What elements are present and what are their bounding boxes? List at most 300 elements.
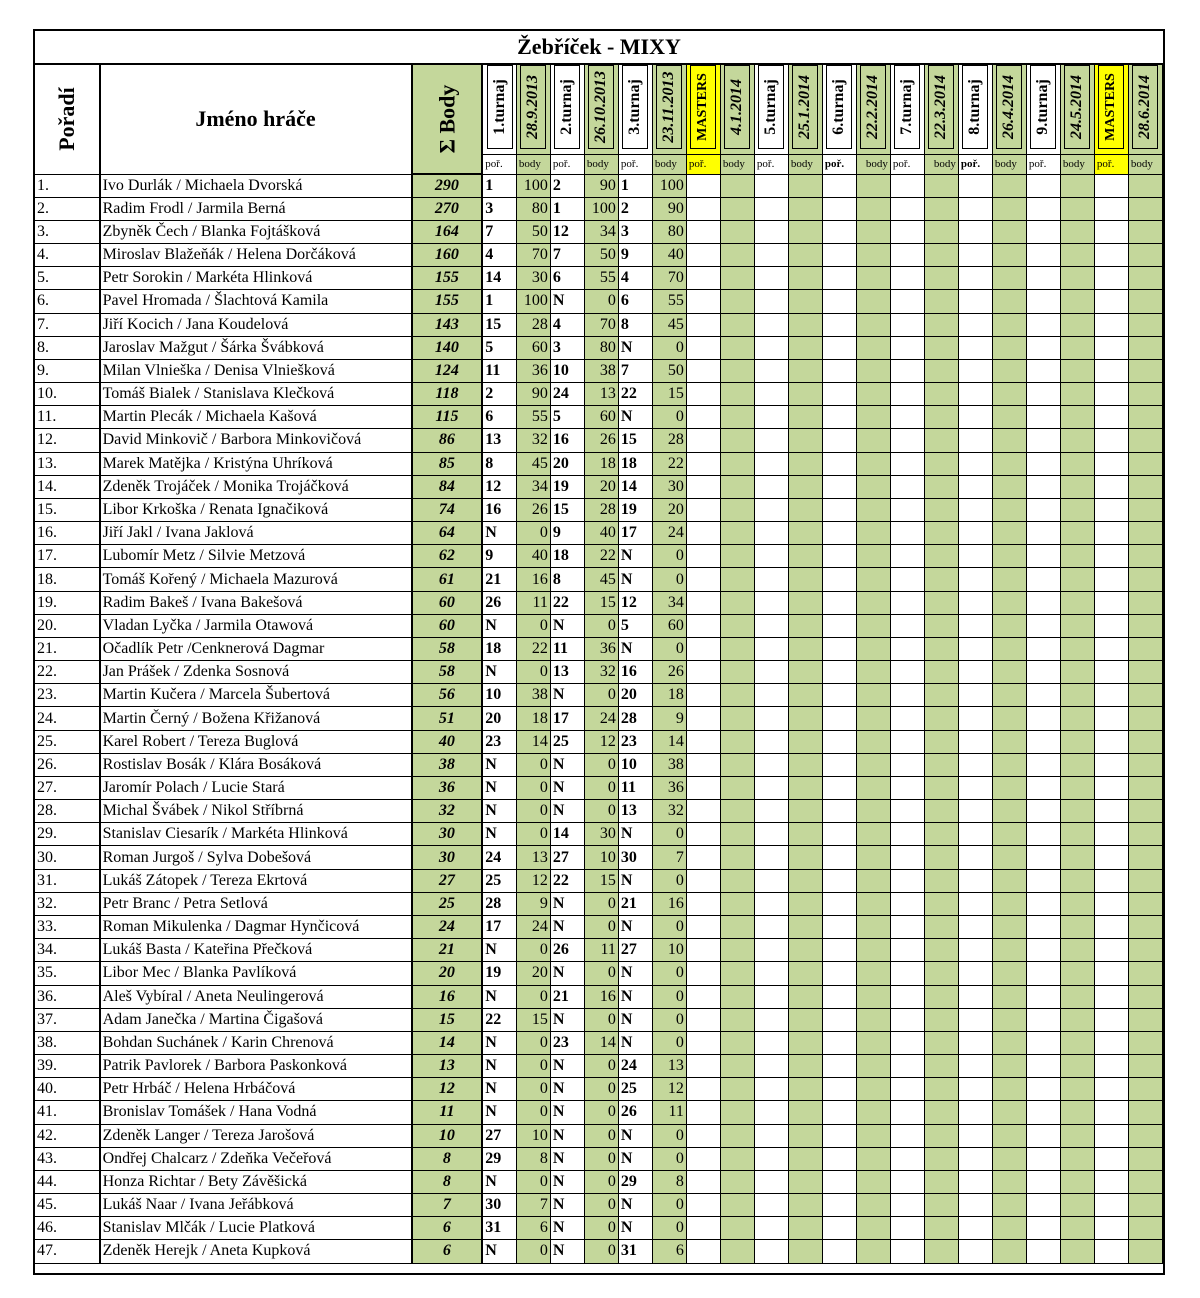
rank-cell: 34. <box>35 939 100 962</box>
position-cell <box>890 730 924 753</box>
position-cell <box>1026 985 1060 1008</box>
player-name-cell: Jaroslav Mažgut / Šárka Švábková <box>100 336 412 359</box>
points-cell <box>1128 800 1162 823</box>
points-cell: 0 <box>516 1170 550 1193</box>
position-cell <box>1026 475 1060 498</box>
position-cell <box>1094 776 1128 799</box>
points-cell <box>856 452 890 475</box>
position-cell <box>686 591 720 614</box>
points-cell: 0 <box>516 776 550 799</box>
points-cell <box>1060 1055 1094 1078</box>
position-cell <box>958 1240 992 1263</box>
points-cell <box>1128 892 1162 915</box>
position-cell <box>1026 776 1060 799</box>
position-cell: 16 <box>550 429 584 452</box>
subheader-points: body <box>992 154 1026 174</box>
points-cell: 0 <box>584 1101 618 1124</box>
position-cell <box>1094 939 1128 962</box>
sum-points-cell: 8 <box>412 1147 483 1170</box>
position-cell: N <box>618 336 652 359</box>
position-cell <box>1026 684 1060 707</box>
points-cell: 70 <box>652 267 686 290</box>
position-cell <box>1094 753 1128 776</box>
position-cell: 11 <box>618 776 652 799</box>
player-name-cell: Bronislav Tomášek / Hana Vodná <box>100 1101 412 1124</box>
position-cell <box>958 869 992 892</box>
points-cell <box>992 568 1026 591</box>
points-cell <box>720 661 754 684</box>
header-sum-points: Σ Body <box>412 64 483 174</box>
position-cell <box>754 985 788 1008</box>
position-cell <box>754 174 788 197</box>
position-cell: 12 <box>482 475 516 498</box>
table-row <box>35 197 1163 220</box>
points-cell: 8 <box>652 1170 686 1193</box>
sum-points-cell: 58 <box>412 637 483 660</box>
position-cell <box>1094 962 1128 985</box>
points-cell <box>856 220 890 243</box>
position-cell <box>1026 1194 1060 1217</box>
points-cell <box>1128 220 1162 243</box>
position-cell <box>822 707 856 730</box>
points-cell <box>1060 1170 1094 1193</box>
points-cell: 0 <box>652 869 686 892</box>
points-cell <box>856 916 890 939</box>
points-cell <box>1060 220 1094 243</box>
position-cell: 8 <box>482 452 516 475</box>
tournament-header: 8.turnaj <box>958 64 992 154</box>
points-cell <box>1060 939 1094 962</box>
position-cell: N <box>618 1147 652 1170</box>
position-cell <box>1094 637 1128 660</box>
position-cell: 30 <box>618 846 652 869</box>
points-cell <box>788 1031 822 1054</box>
points-cell <box>924 614 958 637</box>
player-name-cell: Lubomír Metz / Silvie Metzová <box>100 545 412 568</box>
points-cell <box>1060 336 1094 359</box>
sum-points-cell: 155 <box>412 290 483 313</box>
points-cell <box>856 753 890 776</box>
position-cell: N <box>550 290 584 313</box>
table-row <box>35 1078 1163 1101</box>
position-cell <box>686 568 720 591</box>
points-cell <box>1060 800 1094 823</box>
points-cell <box>924 498 958 521</box>
points-cell <box>992 522 1026 545</box>
points-cell: 32 <box>516 429 550 452</box>
tournament-header: 9.turnaj <box>1026 64 1060 154</box>
position-cell: N <box>618 985 652 1008</box>
points-cell: 0 <box>652 1008 686 1031</box>
points-cell: 34 <box>584 220 618 243</box>
position-cell <box>822 290 856 313</box>
points-cell: 30 <box>584 823 618 846</box>
points-cell <box>1060 406 1094 429</box>
position-cell: N <box>618 637 652 660</box>
points-cell <box>992 1170 1026 1193</box>
rank-cell: 10. <box>35 383 100 406</box>
position-cell <box>822 846 856 869</box>
position-cell <box>958 730 992 753</box>
points-cell: 10 <box>584 846 618 869</box>
position-cell <box>822 429 856 452</box>
position-cell <box>890 637 924 660</box>
points-cell <box>720 220 754 243</box>
position-cell <box>754 406 788 429</box>
position-cell <box>686 336 720 359</box>
rank-cell: 42. <box>35 1124 100 1147</box>
sum-points-cell: 84 <box>412 475 483 498</box>
points-cell <box>788 661 822 684</box>
points-cell: 0 <box>584 1194 618 1217</box>
position-cell: N <box>618 962 652 985</box>
position-cell <box>1026 800 1060 823</box>
points-cell <box>992 637 1026 660</box>
position-cell <box>1094 452 1128 475</box>
player-name-cell: David Minkovič / Barbora Minkovičová <box>100 429 412 452</box>
points-cell <box>924 197 958 220</box>
position-cell <box>1026 406 1060 429</box>
position-cell: N <box>482 800 516 823</box>
player-name-cell: Radim Bakeš / Ivana Bakešová <box>100 591 412 614</box>
points-cell <box>1128 429 1162 452</box>
position-cell: 6 <box>618 290 652 313</box>
position-cell: 23 <box>550 1031 584 1054</box>
tournament-date: 25.1.2014 <box>788 64 822 154</box>
points-cell <box>720 1147 754 1170</box>
rank-cell: 32. <box>35 892 100 915</box>
points-cell: 0 <box>652 568 686 591</box>
position-cell <box>1094 475 1128 498</box>
points-cell <box>856 244 890 267</box>
position-cell: 7 <box>618 359 652 382</box>
position-cell <box>1026 1147 1060 1170</box>
points-cell <box>992 1078 1026 1101</box>
sum-points-cell: 62 <box>412 545 483 568</box>
position-cell: 13 <box>618 800 652 823</box>
position-cell: N <box>550 1147 584 1170</box>
rank-cell: 43. <box>35 1147 100 1170</box>
position-cell: 29 <box>618 1170 652 1193</box>
position-cell <box>890 1170 924 1193</box>
table-row <box>35 429 1163 452</box>
position-cell <box>958 1217 992 1240</box>
position-cell: 25 <box>618 1078 652 1101</box>
points-cell: 0 <box>516 522 550 545</box>
position-cell: N <box>618 568 652 591</box>
position-cell: 28 <box>482 892 516 915</box>
points-cell <box>1060 290 1094 313</box>
position-cell <box>890 846 924 869</box>
table-row <box>35 475 1163 498</box>
position-cell: N <box>482 614 516 637</box>
position-cell <box>754 939 788 962</box>
points-cell: 0 <box>516 823 550 846</box>
position-cell <box>754 1147 788 1170</box>
position-cell: N <box>618 545 652 568</box>
points-cell <box>1060 1031 1094 1054</box>
points-cell: 0 <box>652 1031 686 1054</box>
position-cell <box>822 823 856 846</box>
table-row <box>35 707 1163 730</box>
position-cell <box>1026 1008 1060 1031</box>
points-cell <box>788 568 822 591</box>
position-cell <box>890 800 924 823</box>
position-cell: 29 <box>482 1147 516 1170</box>
table-row <box>35 290 1163 313</box>
position-cell <box>1094 1147 1128 1170</box>
position-cell <box>1026 359 1060 382</box>
points-cell <box>1128 823 1162 846</box>
points-cell: 32 <box>652 800 686 823</box>
position-cell: 5 <box>550 406 584 429</box>
position-cell <box>1026 869 1060 892</box>
position-cell <box>686 707 720 730</box>
position-cell <box>890 290 924 313</box>
table-row <box>35 684 1163 707</box>
position-cell: 31 <box>482 1217 516 1240</box>
position-cell <box>890 707 924 730</box>
points-cell <box>1060 1124 1094 1147</box>
subheader-points: body <box>1060 154 1094 174</box>
points-cell <box>924 383 958 406</box>
points-cell: 26 <box>652 661 686 684</box>
position-cell <box>958 892 992 915</box>
points-cell <box>924 1124 958 1147</box>
points-cell: 80 <box>652 220 686 243</box>
points-cell <box>992 220 1026 243</box>
points-cell <box>788 591 822 614</box>
points-cell <box>1060 892 1094 915</box>
position-cell: 1 <box>618 174 652 197</box>
position-cell <box>1094 406 1128 429</box>
position-cell <box>890 1031 924 1054</box>
rank-cell: 18. <box>35 568 100 591</box>
rank-cell: 2. <box>35 197 100 220</box>
position-cell <box>1094 661 1128 684</box>
points-cell: 36 <box>584 637 618 660</box>
subheader-points: body <box>924 154 958 174</box>
points-cell: 70 <box>584 313 618 336</box>
points-cell: 14 <box>584 1031 618 1054</box>
position-cell <box>686 892 720 915</box>
position-cell <box>686 753 720 776</box>
points-cell <box>856 661 890 684</box>
position-cell: 28 <box>618 707 652 730</box>
points-cell: 0 <box>516 1240 550 1263</box>
position-cell <box>686 220 720 243</box>
points-cell <box>924 1055 958 1078</box>
points-cell: 0 <box>652 637 686 660</box>
points-cell: 22 <box>652 452 686 475</box>
position-cell: N <box>618 869 652 892</box>
points-cell: 28 <box>584 498 618 521</box>
position-cell <box>890 267 924 290</box>
points-cell: 90 <box>652 197 686 220</box>
sum-points-cell: 160 <box>412 244 483 267</box>
points-cell <box>924 962 958 985</box>
position-cell: 9 <box>618 244 652 267</box>
position-cell <box>1026 916 1060 939</box>
position-cell: 17 <box>482 916 516 939</box>
points-cell <box>992 1101 1026 1124</box>
points-cell: 0 <box>652 336 686 359</box>
player-name-cell: Bohdan Suchánek / Karin Chrenová <box>100 1031 412 1054</box>
points-cell: 80 <box>584 336 618 359</box>
position-cell: 24 <box>550 383 584 406</box>
position-cell <box>822 1031 856 1054</box>
position-cell <box>1094 1194 1128 1217</box>
position-cell <box>822 916 856 939</box>
points-cell <box>992 1124 1026 1147</box>
points-cell: 30 <box>652 475 686 498</box>
position-cell <box>1026 753 1060 776</box>
position-cell <box>822 730 856 753</box>
rank-cell: 37. <box>35 1008 100 1031</box>
points-cell <box>1060 684 1094 707</box>
position-cell: 14 <box>618 475 652 498</box>
position-cell <box>686 1101 720 1124</box>
table-row <box>35 522 1163 545</box>
points-cell <box>1128 637 1162 660</box>
points-cell <box>720 475 754 498</box>
points-cell <box>1128 591 1162 614</box>
points-cell <box>788 846 822 869</box>
points-cell: 0 <box>516 800 550 823</box>
points-cell <box>788 197 822 220</box>
sum-points-cell: 11 <box>412 1101 483 1124</box>
points-cell <box>856 962 890 985</box>
points-cell <box>720 939 754 962</box>
points-cell <box>924 916 958 939</box>
points-cell: 100 <box>652 174 686 197</box>
tournament-header: 2.turnaj <box>550 64 584 154</box>
position-cell <box>958 800 992 823</box>
position-cell <box>958 1124 992 1147</box>
position-cell <box>958 568 992 591</box>
ranking-sheet <box>33 29 1165 1275</box>
position-cell <box>890 406 924 429</box>
position-cell <box>958 684 992 707</box>
position-cell: N <box>550 614 584 637</box>
points-cell <box>720 614 754 637</box>
points-cell <box>924 1101 958 1124</box>
position-cell <box>754 1055 788 1078</box>
points-cell <box>1128 1008 1162 1031</box>
points-cell <box>720 776 754 799</box>
position-cell <box>1026 290 1060 313</box>
points-cell: 36 <box>516 359 550 382</box>
points-cell: 32 <box>584 661 618 684</box>
position-cell: 8 <box>618 313 652 336</box>
points-cell <box>856 1147 890 1170</box>
position-cell <box>1094 1078 1128 1101</box>
position-cell <box>1094 498 1128 521</box>
position-cell <box>754 359 788 382</box>
rank-cell: 8. <box>35 336 100 359</box>
position-cell <box>958 1194 992 1217</box>
points-cell: 15 <box>652 383 686 406</box>
points-cell <box>856 1031 890 1054</box>
points-cell <box>856 1240 890 1263</box>
points-cell <box>788 730 822 753</box>
position-cell <box>686 1194 720 1217</box>
position-cell: 16 <box>618 661 652 684</box>
points-cell <box>924 1147 958 1170</box>
position-cell <box>1094 591 1128 614</box>
points-cell <box>720 568 754 591</box>
position-cell <box>822 1147 856 1170</box>
points-cell <box>1128 406 1162 429</box>
points-cell <box>720 1194 754 1217</box>
sum-points-cell: 30 <box>412 823 483 846</box>
tournament-date: 23.11.2013 <box>652 64 686 154</box>
position-cell <box>958 197 992 220</box>
player-name-cell: Stanislav Mlčák / Lucie Platková <box>100 1217 412 1240</box>
points-cell <box>788 1194 822 1217</box>
points-cell <box>1128 939 1162 962</box>
table-row <box>35 568 1163 591</box>
tournament-header: 7.turnaj <box>890 64 924 154</box>
player-name-cell: Michal Švábek / Nikol Stříbrná <box>100 800 412 823</box>
points-cell <box>992 707 1026 730</box>
points-cell <box>1128 916 1162 939</box>
position-cell <box>686 776 720 799</box>
points-cell <box>924 545 958 568</box>
points-cell <box>720 637 754 660</box>
points-cell <box>1128 267 1162 290</box>
points-cell <box>720 707 754 730</box>
table-row <box>35 406 1163 429</box>
points-cell <box>856 313 890 336</box>
table-row <box>35 359 1163 382</box>
points-cell <box>856 637 890 660</box>
position-cell: 15 <box>550 498 584 521</box>
points-cell <box>720 753 754 776</box>
position-cell <box>754 498 788 521</box>
position-cell <box>1026 174 1060 197</box>
position-cell <box>890 1101 924 1124</box>
position-cell <box>822 1008 856 1031</box>
position-cell <box>1094 823 1128 846</box>
position-cell: 16 <box>482 498 516 521</box>
position-cell <box>754 244 788 267</box>
points-cell: 20 <box>652 498 686 521</box>
table-row <box>35 220 1163 243</box>
position-cell: N <box>482 776 516 799</box>
subheader-points: body <box>516 154 550 174</box>
points-cell: 40 <box>584 522 618 545</box>
points-cell <box>992 800 1026 823</box>
points-cell <box>1128 661 1162 684</box>
points-cell <box>1060 174 1094 197</box>
points-cell <box>1128 475 1162 498</box>
points-cell <box>788 753 822 776</box>
points-cell <box>720 823 754 846</box>
rank-cell: 21. <box>35 637 100 660</box>
player-name-cell: Milan Vlnieška / Denisa Vlniešková <box>100 359 412 382</box>
sum-points-cell: 32 <box>412 800 483 823</box>
position-cell: N <box>550 1124 584 1147</box>
position-cell: 26 <box>618 1101 652 1124</box>
position-cell <box>1026 1124 1060 1147</box>
points-cell: 0 <box>584 800 618 823</box>
position-cell: N <box>482 1101 516 1124</box>
player-name-cell: Zbyněk Čech / Blanka Fojtášková <box>100 220 412 243</box>
points-cell <box>1060 846 1094 869</box>
table-row <box>35 800 1163 823</box>
points-cell: 0 <box>584 1124 618 1147</box>
